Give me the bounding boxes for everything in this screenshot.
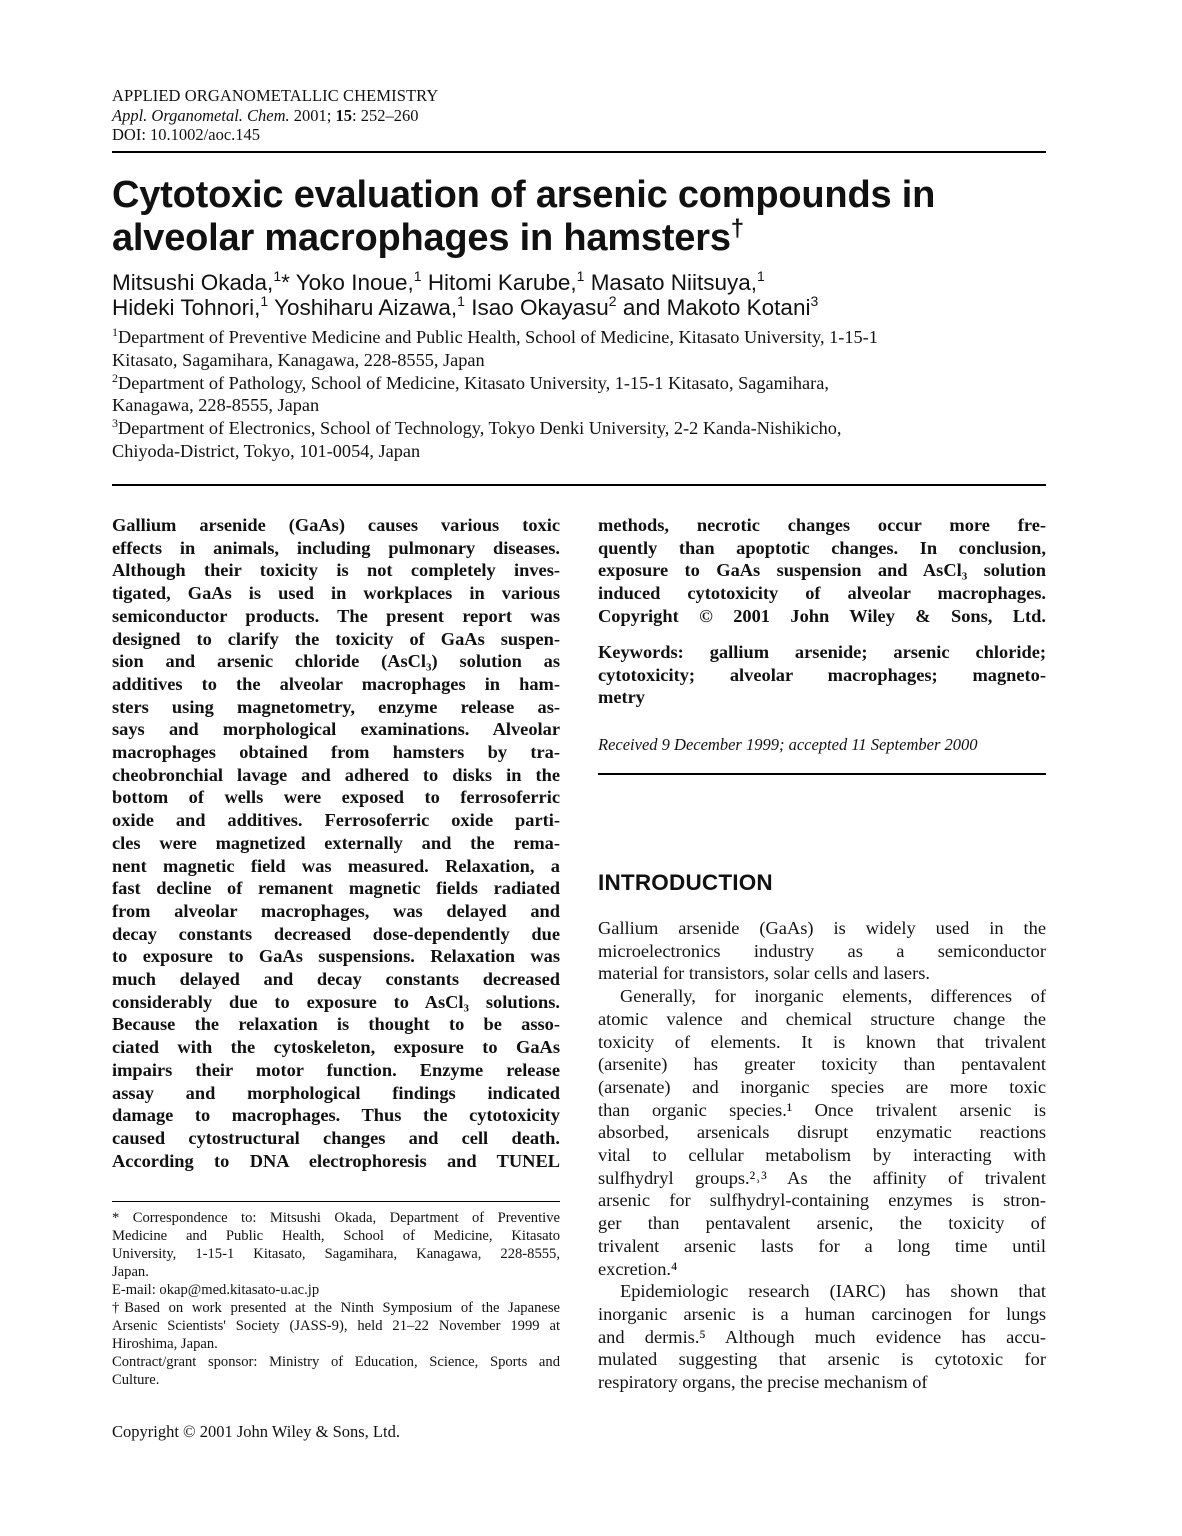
- text-line: ger than pentavalent arsenic, the toxicity of: [598, 1213, 1046, 1234]
- author: Hitomi Karube,: [427, 270, 577, 295]
- text-line: Hiroshima, Japan.: [112, 1336, 218, 1352]
- text-line: metry: [598, 687, 645, 708]
- affiliation-rule: [112, 484, 1046, 486]
- abstract-right-column: [598, 514, 1046, 628]
- text-line: semiconductor products. The present report was: [112, 605, 560, 626]
- author-list: [112, 270, 1072, 320]
- text-line: vital to cellular metabolism by interacting with: [598, 1145, 1046, 1166]
- affiliation-text: Department of Pathology, School of Medicine, Kitasato University, 1-15-1 Kitasato, Sagamihara,: [118, 372, 829, 393]
- text-line: mulated suggesting that arsenic is cytotoxic for: [598, 1349, 1046, 1370]
- affiliation-1: [112, 326, 1062, 349]
- header-rule: [112, 151, 1046, 153]
- author: Yoshiharu Aizawa,: [274, 295, 458, 320]
- text-line: says and morphological examinations. Alveolar: [112, 719, 560, 740]
- author-affil-mark: 1: [273, 268, 282, 284]
- text-line: impairs their motor function. Enzyme release: [112, 1059, 560, 1080]
- author-affil-mark: 1: [757, 268, 765, 284]
- symposium-note: [112, 1299, 560, 1353]
- text-line: excretion.⁴: [598, 1258, 678, 1279]
- author-affil-mark: 1: [576, 268, 585, 284]
- text-line: cheobronchial lavage and adhered to disks in the: [112, 764, 560, 785]
- doi: DOI: 10.1002/aoc.145: [112, 125, 261, 144]
- text-line: much delayed and decay constants decreased: [112, 969, 560, 990]
- text-line: sters using magnetometry, enzyme release as-: [112, 696, 560, 717]
- text-line: cytotoxicity; alveolar macrophages; magneto-: [598, 664, 1046, 685]
- text-line: caused cytostructural changes and cell death.: [112, 1127, 560, 1148]
- text-line: decay constants decreased dose-dependently due: [112, 923, 560, 944]
- section-heading-introduction: INTRODUCTION: [598, 870, 773, 895]
- author: Isao Okayasu: [471, 295, 609, 320]
- author: and Makoto Kotani: [622, 295, 811, 320]
- affiliation-text: Kanagawa, 228-8555, Japan: [112, 395, 320, 416]
- affiliation-num: 3: [112, 416, 118, 431]
- introduction-body: [598, 917, 1046, 1394]
- affiliation-text: Department of Electronics, School of Technology, Tokyo Denki University, 2-2 Kanda-Nishikicho,: [118, 418, 842, 439]
- text-line: inorganic arsenic is a human carcinogen for lungs: [598, 1303, 1046, 1324]
- author-affil-mark: 3: [810, 293, 819, 309]
- text-line: Generally, for inorganic elements, differences of: [620, 986, 1046, 1007]
- email: E-mail: okap@med.kitasato-u.ac.jp: [112, 1282, 320, 1298]
- text-line: †Based on work presented at the Ninth Symposium of the Japanese: [112, 1300, 560, 1316]
- text-line: oxide and additives. Ferrosoferric oxide parti-: [112, 810, 560, 831]
- text-line: Gallium arsenide (GaAs) is widely used in the: [598, 918, 1046, 938]
- journal-name: APPLIED ORGANOMETALLIC CHEMISTRY: [112, 86, 439, 105]
- affiliations: [112, 326, 1062, 463]
- text-line: fast decline of remanent magnetic fields radiated: [112, 878, 560, 899]
- text-line: tigated, GaAs is used in workplaces in various: [112, 583, 560, 604]
- author-mark: *: [281, 270, 296, 295]
- text-line: bottom of wells were exposed to ferrosoferric: [112, 787, 560, 808]
- text-line: exposure to GaAs suspension and AsCl₃ solution: [598, 560, 1046, 581]
- text-line: sulfhydryl groups.²˒³ As the affinity of trivalent: [598, 1167, 1046, 1188]
- text-line: respiratory organs, the precise mechanism of: [598, 1372, 928, 1393]
- text-line: absorbed, arsenicals disrupt enzymatic reactions: [598, 1122, 1046, 1143]
- text-line: to exposure to GaAs suspensions. Relaxation was: [112, 946, 560, 967]
- text-line: material for transistors, solar cells and lasers.: [598, 963, 930, 984]
- text-line: microelectronics industry as a semiconductor: [598, 940, 1046, 961]
- journal-citation: [112, 106, 438, 126]
- text-line: assay and morphological findings indicated: [112, 1082, 560, 1103]
- text-line: Epidemiologic research (IARC) has shown that: [620, 1281, 1046, 1302]
- text-line: quently than apoptotic changes. In conclusion,: [598, 537, 1046, 558]
- text-line: According to DNA electrophoresis and TUNEL: [112, 1150, 560, 1171]
- text-line: Arsenic Scientists' Society (JASS-9), held 21–22 November 1999 at: [112, 1318, 560, 1334]
- author-affil-mark: 1: [457, 293, 465, 309]
- keyword-lines: [598, 641, 1046, 709]
- affiliation-text: Kitasato, Sagamihara, Kanagawa, 228-8555, Japan: [112, 349, 485, 370]
- citation-pages: : 252–260: [352, 105, 419, 125]
- sponsor-note: [112, 1353, 560, 1389]
- affiliation-text: Department of Preventive Medicine and Public Health, School of Medicine, Kitasato University, 1-15-1: [118, 327, 878, 347]
- text-line: Medicine and Public Health, School of Medicine, Kitasato: [112, 1228, 560, 1244]
- author-line-1: [112, 270, 1072, 295]
- abstract-end-rule: [598, 773, 1046, 775]
- text-line: considerably due to exposure to AsCl₃ solutions.: [112, 991, 560, 1012]
- text-line: macrophages obtained from hamsters by tra-: [112, 742, 560, 763]
- text-line: induced cytotoxicity of alveolar macrophages.: [598, 583, 1046, 604]
- journal-header: [112, 86, 438, 145]
- text-line: University, 1-15-1 Kitasato, Sagamihara, Kanagawa, 228-8555,: [112, 1246, 560, 1262]
- author-affil-mark: 2: [608, 293, 617, 309]
- text-line: Keywords: gallium arsenide; arsenic chloride;: [598, 642, 1046, 662]
- text-line: sion and arsenic chloride (AsCl₃) solution as: [112, 651, 560, 672]
- article-title: [112, 174, 1072, 260]
- author-affil-mark: 1: [413, 268, 422, 284]
- text-line: methods, necrotic changes occur more fre-: [598, 515, 1046, 535]
- title-line-2-text: alveolar macrophages in hamsters: [112, 217, 731, 259]
- author: Yoko Inoue,: [295, 270, 414, 295]
- abstract-lines: [598, 514, 1046, 628]
- text-line: Because the relaxation is thought to be asso-: [112, 1014, 560, 1035]
- keywords: [598, 641, 1046, 709]
- abstract-left-column: [112, 514, 560, 1172]
- text-line: atomic valence and chemical structure change the: [598, 1008, 1046, 1029]
- text-line: Culture.: [112, 1372, 160, 1388]
- citation-volume: 15: [335, 105, 353, 125]
- affiliation-num: 2: [112, 370, 118, 385]
- text-line: arsenic for sulfhydryl-containing enzymes is stron-: [598, 1190, 1046, 1211]
- text-line: than organic species.¹ Once trivalent arsenic is: [598, 1099, 1046, 1120]
- text-line: from alveolar macrophages, was delayed and: [112, 900, 560, 921]
- text-line: Contract/grant sponsor: Ministry of Education, Science, Sports and: [112, 1354, 560, 1370]
- footnote-rule: [112, 1201, 560, 1202]
- affiliation-2: [112, 372, 1062, 395]
- received-dates: Received 9 December 1999; accepted 11 September 2000: [598, 735, 978, 754]
- text-line: Japan.: [112, 1264, 149, 1280]
- abstract-lines: [112, 514, 560, 1172]
- text-line: damage to macrophages. Thus the cytotoxicity: [112, 1105, 560, 1126]
- text-line: designed to clarify the toxicity of GaAs suspen-: [112, 628, 560, 649]
- author-line-2: [112, 295, 1072, 320]
- correspondence-note: [112, 1209, 560, 1281]
- author: Masato Niitsuya,: [590, 270, 757, 295]
- title-line-1: Cytotoxic evaluation of arsenic compounds in: [112, 174, 936, 216]
- text-line: additives to the alveolar macrophages in ham-: [112, 673, 560, 694]
- text-line: Copyright © 2001 John Wiley & Sons, Ltd.: [598, 605, 1046, 626]
- citation-journal: Appl. Organometal. Chem.: [112, 105, 290, 125]
- author: Mitsushi Okada,: [112, 270, 274, 295]
- intro-lines: [598, 917, 1046, 1394]
- author-affil-mark: 1: [260, 293, 269, 309]
- affiliation-text: Chiyoda-District, Tokyo, 101-0054, Japan: [112, 440, 421, 461]
- text-line: effects in animals, including pulmonary diseases.: [112, 537, 560, 558]
- text-line: (arsenite) has greater toxicity than pentavalent: [598, 1054, 1046, 1075]
- affiliation-num: 1: [112, 325, 118, 339]
- text-line: * Correspondence to: Mitsushi Okada, Department of Preventive: [112, 1210, 560, 1226]
- title-dagger: †: [730, 215, 744, 242]
- text-line: nent magnetic field was measured. Relaxation, a: [112, 855, 560, 876]
- text-line: and dermis.⁵ Although much evidence has accu-: [598, 1326, 1046, 1347]
- affiliation-3: [112, 417, 1062, 440]
- author: Hideki Tohnori,: [112, 295, 261, 320]
- citation-year: 2001;: [293, 105, 332, 125]
- text-line: cles were magnetized externally and the rema-: [112, 832, 560, 853]
- text-line: ciated with the cytoskeleton, exposure to GaAs: [112, 1037, 560, 1058]
- footnotes: [112, 1209, 560, 1389]
- text-line: toxicity of elements. It is known that trivalent: [598, 1031, 1046, 1052]
- text-line: Although their toxicity is not completely inves-: [112, 560, 560, 581]
- text-line: trivalent arsenic lasts for a long time until: [598, 1235, 1046, 1256]
- page-copyright: Copyright © 2001 John Wiley & Sons, Ltd.: [112, 1422, 400, 1441]
- text-line: Gallium arsenide (GaAs) causes various toxic: [112, 515, 560, 535]
- title-line-2: [112, 217, 1072, 260]
- text-line: (arsenate) and inorganic species are more toxic: [598, 1076, 1046, 1097]
